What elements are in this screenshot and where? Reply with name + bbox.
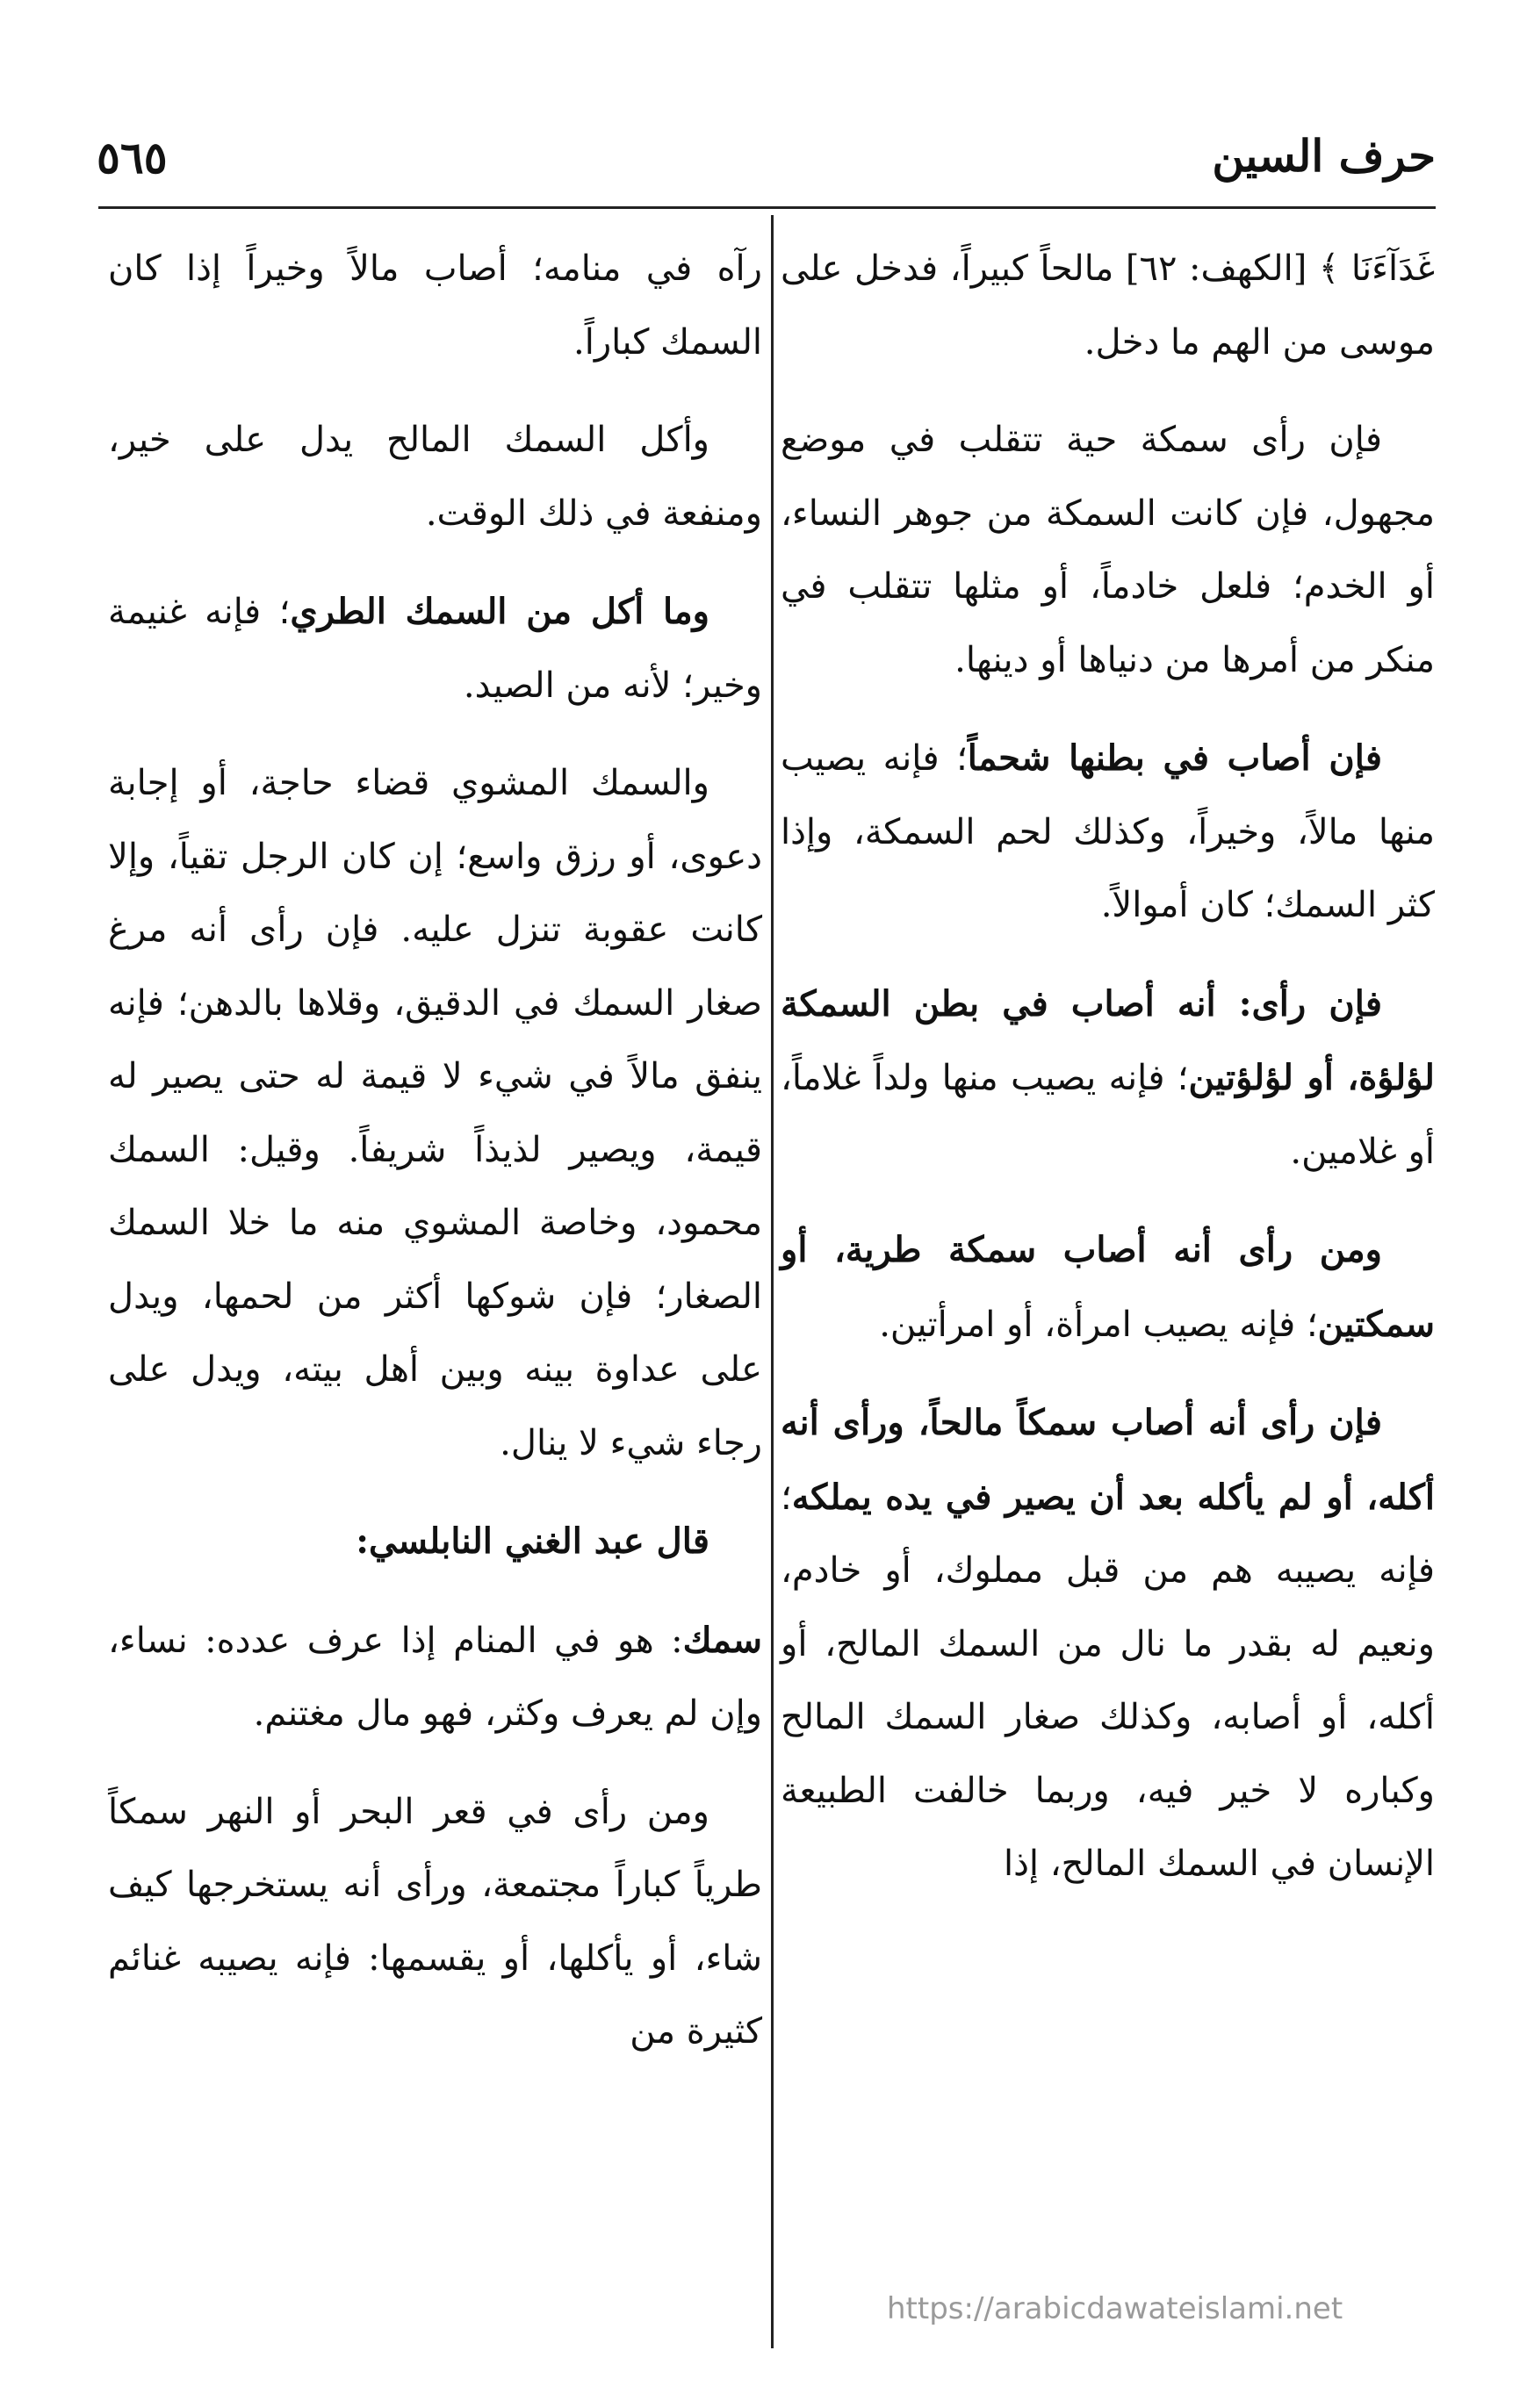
paragraph-text: غَدَآءَنَا ﴾ [الكهف: ٦٢] مالحاً كبيراً، فدخل على موسى من الهم ما دخل. [781, 248, 1435, 363]
paragraph-text: ؛ فإنه يصيب امرأة، أو امرأتين. [879, 1304, 1318, 1345]
paragraph [108, 404, 762, 550]
bold-lead: وما أكل من السمك الطري [290, 591, 709, 632]
paragraph-text: ؛ فإنه يصيب منها مالاً، وخيراً، وكذلك لحم السمكة، وإذا كثر السمك؛ كان أموالاً. [781, 738, 1435, 925]
watermark-url: https://arabicdawateislami.net [887, 2291, 1343, 2326]
bold-lead: ومن رأى أنه أصاب سمكة طرية، أو سمكتين [781, 1229, 1435, 1345]
bold-lead: سمك [682, 1619, 762, 1661]
paragraph-text: فإن رأى سمكة حية تتقلب في موضع مجهول، فإن كانت السمكة من جوهر النساء، أو الخدم؛ فلعل خادماً، أو مثلها تتقلب في منكر من أمرها من دنياها أو دينها. [781, 420, 1435, 680]
column-divider [771, 215, 774, 2348]
bold-lead: فإن رأى أنه أصاب سمكاً مالحاً، ورأى أنه أكله، أو لم يأكله بعد أن يصير في يده يملكه [781, 1402, 1435, 1518]
paragraph [781, 722, 1435, 943]
paragraph [108, 575, 762, 722]
right-column [781, 233, 1435, 1926]
paragraph [781, 404, 1435, 697]
bold-lead: فإن أصاب في بطنها شحماً [967, 737, 1382, 779]
paragraph-text: : هو في المنام إذا عرف عدده: نساء، وإن لم يعرف وكثر، فهو مال مغتنم. [108, 1620, 762, 1734]
paragraph-text: وأكل السمك المالح يدل على خير، ومنفعة في ذلك الوقت. [108, 420, 762, 534]
paragraph [108, 747, 762, 1480]
section-heading [108, 1505, 762, 1579]
paragraph [781, 967, 1435, 1190]
paragraph [781, 1213, 1435, 1362]
page-number: ٥٦٥ [97, 132, 168, 183]
paragraph [108, 233, 762, 379]
header-rule [98, 206, 1436, 209]
paragraph [108, 1776, 762, 2069]
paragraph-text: والسمك المشوي قضاء حاجة، أو إجابة دعوى، أو رزق واسع؛ إن كان الرجل تقياً، وإلا كانت عقوبة تنزل عليه. فإن رأى أنه مرغ صغار السمك في الدقيق، وقلاها بالدهن؛ فإنه ينفق مالاً في شيء لا قيمة له حتى يصير له قيمة، ويصير لذيذاً شريفاً. وقيل: السمك محمود، وخاصة المشوي منه ما خلا السمك الصغار؛ فإن شوكها أكثر من لحمها، ويدل على عداوة بينه وبين أهل بيته، ويدل على رجاء شيء لا ينال. [108, 763, 762, 1463]
bold-lead: فإن رأى: أنه أصاب في بطن السمكة لؤلؤة، أو لؤلؤتين [781, 982, 1435, 1098]
paragraph [108, 1604, 762, 1751]
bold-lead: قال عبد الغني النابلسي: [356, 1520, 709, 1562]
chapter-title: حرف السين [1212, 130, 1436, 182]
paragraph [781, 233, 1435, 379]
paragraph-text: ومن رأى في قعر البحر أو النهر سمكاً طرياً كباراً مجتمعة، ورأى أنه يستخرجها كيف شاء، أو يأكلها، أو يقسمها: فإنه يصيبه غنائم كثيرة من [108, 1791, 762, 2052]
paragraph [781, 1386, 1435, 1901]
paragraph-text: رآه في منامه؛ أصاب مالاً وخيراً إذا كان السمك كباراً. [108, 248, 762, 363]
left-column [108, 233, 762, 2094]
paragraph-text: ؛ فإنه يصيبه هم من قبل مملوك، أو خادم، ونعيم له بقدر ما نال من السمك المالح، أو أكله، أو أصابه، وكذلك صغار السمك المالح وكباره لا خير فيه، وربما خالفت الطبيعة الإنسان في السمك المالح، إذا [781, 1477, 1435, 1884]
paragraph-text: ؛ فإنه غنيمة وخير؛ لأنه من الصيد. [108, 592, 762, 706]
paragraph-text: ؛ فإنه يصيب منها ولداً غلاماً، أو غلامين. [781, 1058, 1435, 1172]
